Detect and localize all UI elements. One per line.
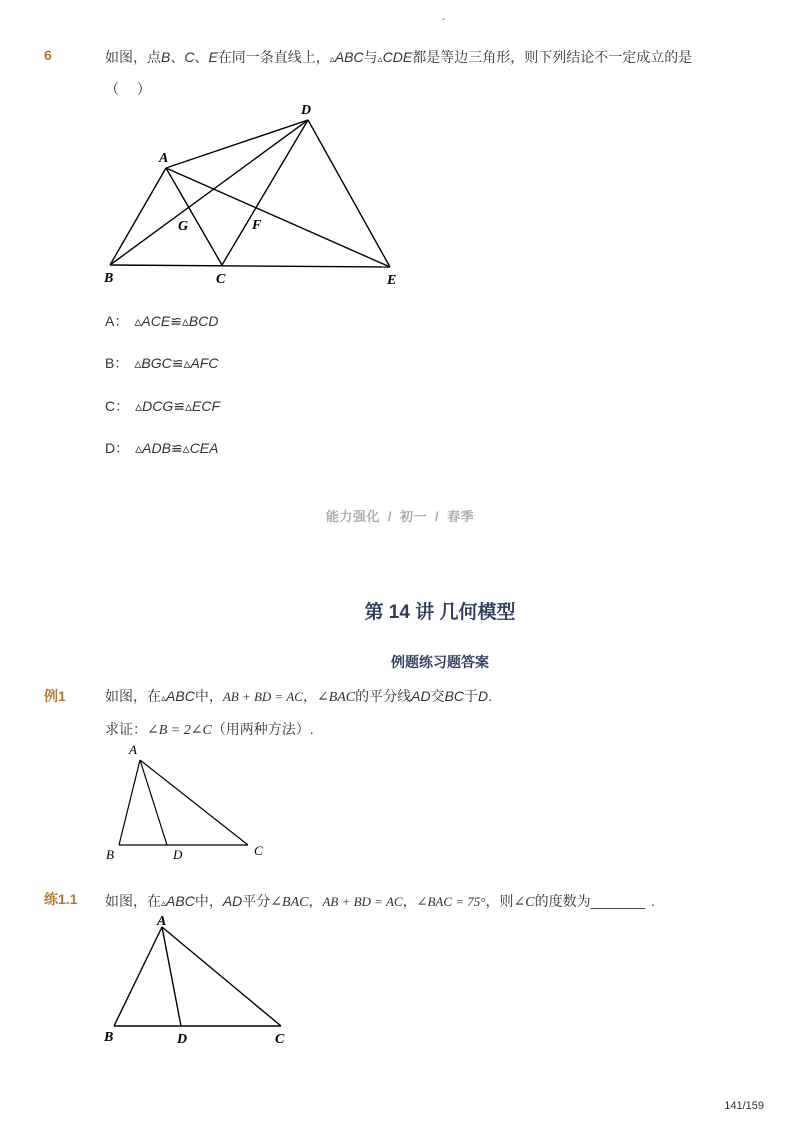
label-f: F (252, 218, 262, 233)
prove-equation: ∠B = 2∠C (147, 723, 212, 738)
pr-t2: 中， (194, 893, 223, 909)
practice-number: 练1.1 (44, 891, 78, 907)
pr-equation2: ∠BAC = 75° (416, 894, 486, 909)
seg-ad (140, 760, 167, 845)
q6-sep1: 、 (170, 49, 185, 65)
ex1-figure (95, 738, 275, 868)
pr-t5: ， (402, 893, 417, 909)
pr-ad: AD (222, 893, 243, 909)
seg-be (110, 265, 390, 267)
seg-ac (162, 927, 281, 1026)
label-d: D (177, 1032, 188, 1047)
option-b[interactable] (105, 353, 218, 373)
ex1-t2: 中， (194, 688, 223, 704)
triangle-symbol: ▵ (329, 54, 335, 65)
prove-note: （用两种方法）. (211, 721, 314, 737)
triangle-symbol: ▵ (161, 898, 167, 909)
seg-ab (119, 760, 140, 845)
label-a: A (129, 742, 137, 757)
q6-with: 与 (363, 49, 378, 65)
answer-parentheses: （ ） (105, 81, 151, 97)
option-key: C： (105, 398, 130, 414)
pr-t1: 如图，在 (105, 893, 161, 909)
q6-point-e: E (208, 49, 218, 65)
footer-part2: 初一 (399, 509, 427, 524)
seg-ac (140, 760, 248, 845)
header-mark: - (442, 14, 446, 25)
footer-part3: 春季 (447, 509, 475, 524)
label-b: B (104, 271, 114, 286)
footer-sep: / (387, 509, 392, 524)
q6-sep2: 、 (194, 49, 209, 65)
ex1-angle: ∠BAC (316, 690, 356, 705)
pr-angle-c: ∠C (513, 895, 535, 910)
pr-t7: 的度数为 (534, 893, 591, 909)
option-c[interactable] (105, 396, 220, 416)
ex1-d: D (478, 688, 489, 704)
label-e: E (387, 273, 397, 288)
label-b: B (104, 1030, 114, 1045)
footer-sep: / (435, 509, 440, 524)
option-key: A： (105, 313, 129, 329)
label-a: A (159, 151, 169, 166)
ex1-t4: 的平分线 (355, 688, 412, 704)
lecture-title: 第 14 讲 几何模型 (364, 602, 516, 623)
ex1-t5: 交 (430, 688, 445, 704)
pr-angle: ∠BAC (270, 895, 309, 910)
label-d: D (173, 847, 183, 862)
q6-point-c: C (184, 49, 195, 65)
page-number: 141/159 (724, 1100, 764, 1112)
label-g: G (178, 219, 189, 234)
q6-figure (0, 95, 420, 290)
page-footer (0, 506, 800, 525)
question-text (105, 47, 692, 67)
seg-ac (166, 168, 222, 265)
q6-text-prefix: 如图，点 (105, 49, 161, 65)
practice-text (105, 891, 655, 911)
seg-ad (162, 927, 181, 1026)
ex1-ad: AD (411, 688, 431, 704)
triangle-symbol: ▵ (377, 54, 383, 65)
q6-text-suffix: 都是等边三角形，则下列结论不一定成立的是 (412, 49, 693, 65)
answer-blank[interactable]: _______ (590, 893, 646, 909)
option-d[interactable] (105, 438, 218, 458)
footer-part1: 能力强化 (325, 509, 380, 524)
pr-equation1: AB + BD = AC (322, 894, 403, 909)
ex1-abc: ABC (166, 688, 195, 704)
seg-ad (166, 120, 308, 168)
pr-t8: . (651, 893, 655, 909)
ex1-equation: AB + BD = AC (222, 689, 303, 704)
pr-t6: ，则 (485, 893, 514, 909)
label-d: D (301, 103, 312, 118)
seg-ab (114, 927, 162, 1026)
ex1-t3: ， (302, 688, 317, 704)
seg-ae (166, 168, 390, 267)
pr-t4: ， (308, 893, 323, 909)
q6-tri-abc: ABC (334, 49, 364, 65)
label-c: C (275, 1032, 285, 1047)
example-number: 例1 (44, 688, 66, 704)
practice-figure (95, 910, 305, 1050)
option-value: ▵DCG≌▵ECF (135, 398, 221, 414)
label-a: A (157, 914, 167, 929)
option-a[interactable] (105, 311, 218, 331)
seg-cd (222, 120, 308, 265)
label-c: C (254, 843, 263, 858)
option-key: D： (105, 440, 130, 456)
option-value: ▵ADB≌▵CEA (135, 440, 219, 456)
pr-t3: 平分 (242, 893, 271, 909)
question-number: 6 (44, 47, 52, 63)
q6-point-b: B (161, 49, 171, 65)
ex1-bc: BC (444, 688, 465, 704)
example-text (105, 686, 492, 706)
prove-label: 求证： (105, 721, 147, 737)
triangle-symbol: ▵ (161, 693, 167, 704)
option-key: B： (105, 355, 129, 371)
q6-tri-cde: CDE (382, 49, 413, 65)
ex1-t1: 如图，在 (105, 688, 161, 704)
ex1-t7: . (488, 688, 493, 704)
ex1-t6: 于 (464, 688, 479, 704)
proof-statement (105, 719, 314, 739)
option-value: ▵ACE≌▵BCD (134, 313, 219, 329)
label-b: B (106, 847, 114, 862)
label-c: C (216, 272, 226, 287)
seg-ab (110, 168, 166, 265)
seg-de (308, 120, 390, 267)
option-value: ▵BGC≌▵AFC (134, 355, 219, 371)
section-subtitle: 例题练习题答案 (391, 654, 489, 670)
pr-abc: ABC (166, 893, 195, 909)
q6-text-mid: 在同一条直线上， (217, 49, 330, 65)
